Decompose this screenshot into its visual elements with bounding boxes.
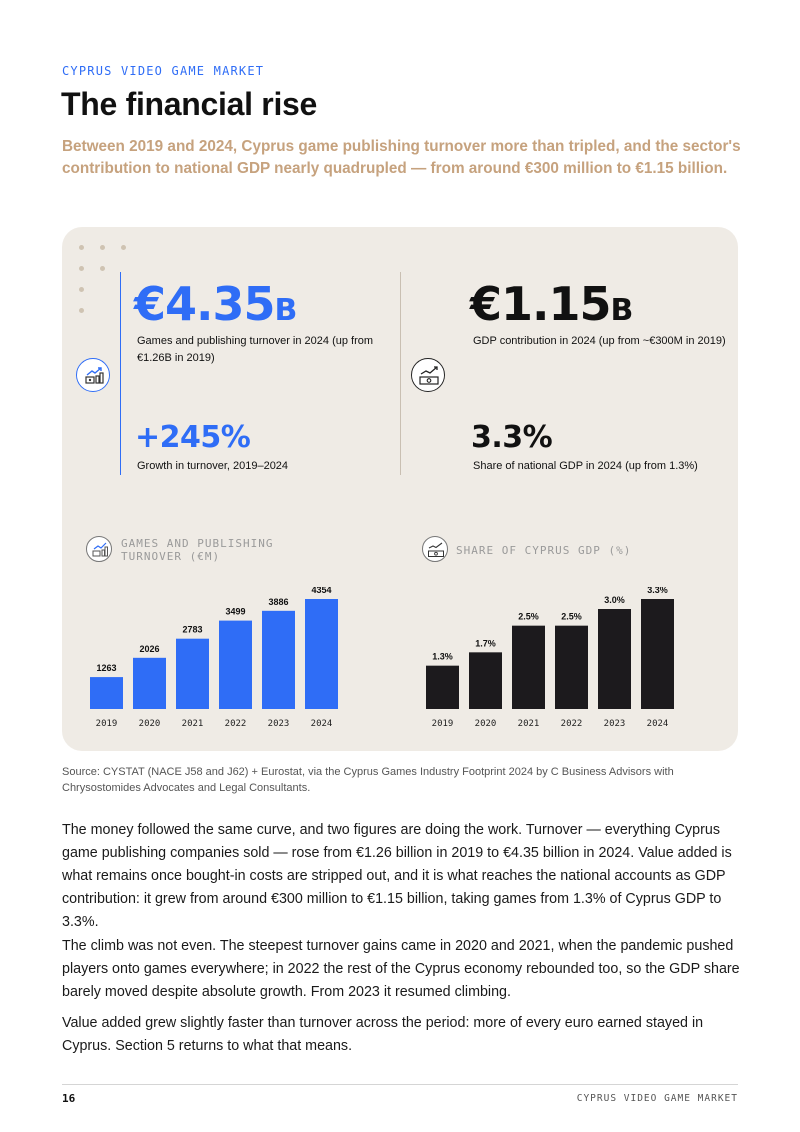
data-label-2019: 1263	[96, 663, 117, 674]
data-label-2021: 2783	[182, 624, 203, 635]
data-label-2019: 1.3%	[432, 651, 453, 662]
x-tick-2023: 2023	[603, 719, 626, 729]
growth-value: +245%	[135, 420, 251, 455]
money-growth-glyph	[83, 365, 105, 387]
data-label-2024: 3.3%	[647, 587, 668, 595]
turnover-caption: Games and publishing turnover in 2024 (up from €1.26B in 2019)	[137, 335, 374, 364]
turnover-divider	[120, 272, 121, 475]
gdp-chart-title: SHARE OF CYPRUS GDP (%)	[456, 544, 632, 557]
money-growth-icon	[76, 358, 110, 392]
x-tick-2021: 2021	[181, 719, 204, 729]
decor-dot	[100, 266, 105, 271]
data-label-2021: 2.5%	[518, 611, 539, 622]
x-tick-2024: 2024	[310, 719, 333, 729]
gdp-number: €1.15	[470, 277, 611, 331]
x-tick-2020: 2020	[474, 719, 497, 729]
x-tick-2019: 2019	[95, 719, 118, 729]
gdp-chart-icon	[411, 358, 445, 392]
gdp-chart-header-glyph	[427, 541, 445, 559]
stats-panel	[62, 227, 738, 751]
data-label-2023: 3.0%	[604, 595, 625, 605]
bar-2023	[598, 609, 631, 709]
turnover-number: €4.35	[134, 277, 275, 331]
footer-rule	[62, 1084, 738, 1085]
page-number: 16	[62, 1092, 76, 1105]
x-tick-2023: 2023	[267, 719, 290, 729]
share-caption: Share of national GDP in 2024 (up from 1.3%)	[473, 460, 698, 472]
data-label-2022: 3499	[225, 606, 246, 617]
turnover-bar-chart	[82, 587, 372, 737]
bar-2022	[555, 626, 588, 709]
data-label-2020: 1.7%	[475, 638, 496, 649]
gdp-unit: B	[610, 293, 634, 328]
page-title: The financial rise	[61, 86, 318, 122]
bar-2021	[176, 639, 209, 709]
decor-dot	[79, 245, 84, 250]
turnover-unit: B	[274, 293, 298, 328]
footer-label: CYPRUS VIDEO GAME MARKET	[576, 1093, 738, 1104]
bar-2024	[305, 599, 338, 709]
decor-dot	[79, 266, 84, 271]
bar-2020	[469, 652, 502, 709]
bar-2024	[641, 599, 674, 709]
share-value: 3.3%	[471, 420, 553, 455]
body-paragraph-2: The climb was not even. The steepest turnover gains came in 2020 and 2021, when the pandemic pushed players onto games everywhere; in 2022 the rest of the Cyprus economy rebounded too, so the GDP share barely moved despite absolute growth. From 2023 it resumed climbing.	[62, 938, 740, 1000]
eyebrow: CYPRUS VIDEO GAME MARKET	[62, 64, 265, 78]
bar-2023	[262, 611, 295, 709]
bar-2022	[219, 621, 252, 709]
x-tick-2021: 2021	[517, 719, 540, 729]
x-tick-2022: 2022	[224, 719, 247, 729]
decor-dot	[79, 287, 84, 292]
turnover-chart-title: GAMES AND PUBLISHING TURNOVER (€M)	[121, 537, 274, 563]
x-tick-2022: 2022	[560, 719, 583, 729]
body-paragraph-1: The money followed the same curve, and two figures are doing the work. Turnover — everything Cyprus game publishing companies sold — rose from €1.26 billion in 2019 to €4.35 billion in 2024. Value added is what remains once bought-in costs are stripped out, and it is what reaches the national accounts as GDP contribution: it grew from around €300 million to €1.15 billion, taking games from 1.3% of Cyprus GDP to 3.3%.	[62, 822, 732, 930]
gdp-caption: GDP contribution in 2024 (up from ~€300M in 2019)	[473, 335, 726, 347]
decor-dot	[121, 245, 126, 250]
turnover-chart-glyph	[91, 541, 109, 559]
bar-2019	[426, 666, 459, 709]
turnover-value	[134, 277, 298, 331]
bar-2019	[90, 677, 123, 709]
data-label-2020: 2026	[139, 643, 160, 654]
gdp-chart-header-icon	[422, 536, 448, 562]
x-tick-2024: 2024	[646, 719, 669, 729]
source-note: Source: CYSTAT (NACE J58 and J62) + Eurostat, via the Cyprus Games Industry Footprint 2024 by C Business Advisors with Chrysostomides Advocates and Legal Consultants.	[62, 766, 674, 794]
data-label-2022: 2.5%	[561, 611, 582, 622]
bar-2021	[512, 626, 545, 709]
lede: Between 2019 and 2024, Cyprus game publishing turnover more than tripled, and the sector's contribution to national GDP nearly quadrupled — from around €300 million to €1.15 billion.	[62, 138, 741, 177]
turnover-chart-icon	[86, 536, 112, 562]
data-label-2023: 3886	[268, 596, 289, 607]
gdp-chart-glyph	[418, 365, 440, 387]
gdp-value	[470, 277, 634, 331]
bar-2020	[133, 658, 166, 709]
gdp-bar-chart	[418, 587, 708, 737]
data-label-2024: 4354	[311, 587, 332, 595]
decor-dot	[100, 245, 105, 250]
x-tick-2020: 2020	[138, 719, 161, 729]
body-paragraph-3: Value added grew slightly faster than turnover across the period: more of every euro earned stayed in Cyprus. Section 5 returns to what that means.	[62, 1015, 704, 1054]
gdp-divider	[400, 272, 401, 475]
x-tick-2019: 2019	[431, 719, 454, 729]
decor-dot	[79, 308, 84, 313]
growth-caption: Growth in turnover, 2019–2024	[137, 460, 289, 472]
